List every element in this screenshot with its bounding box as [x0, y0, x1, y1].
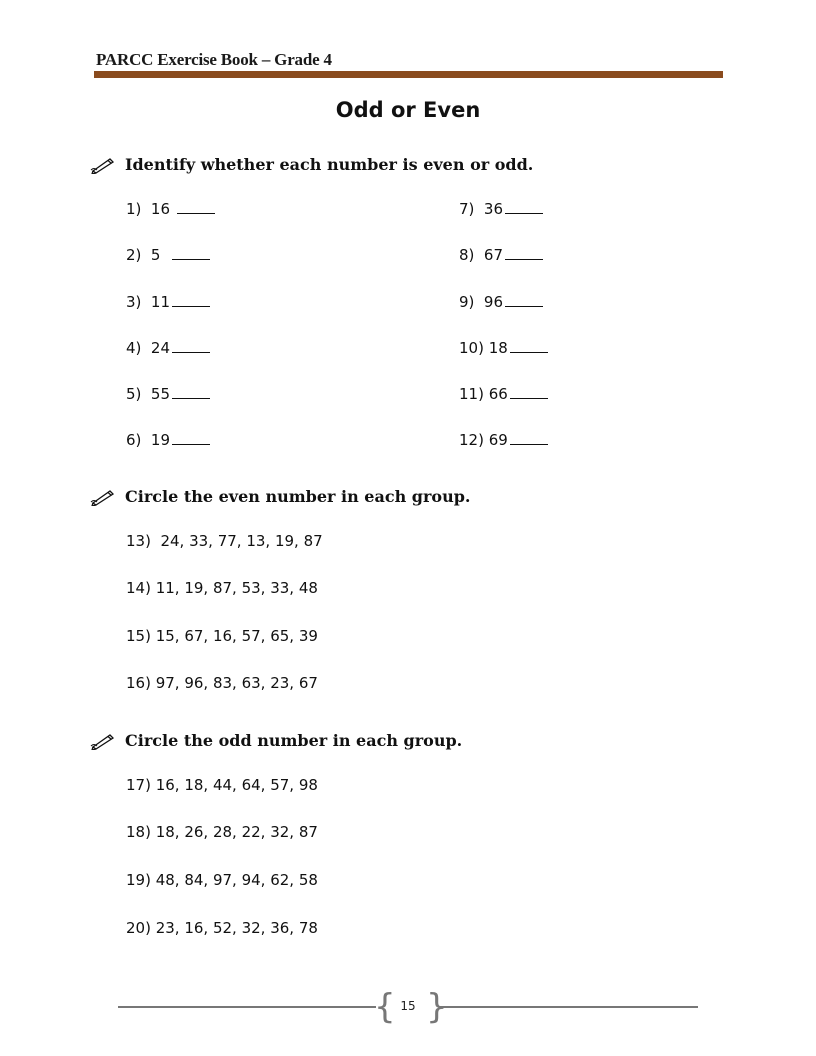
answer-blank[interactable]	[505, 247, 543, 260]
book-title: PARCC Exercise Book – Grade 4	[96, 50, 332, 69]
header-rule	[94, 71, 723, 78]
list-item: 10) 18	[459, 339, 548, 357]
pencil-icon	[90, 488, 116, 506]
list-item: 7) 36	[459, 200, 543, 218]
list-item: 3) 11	[126, 293, 210, 311]
instruction-circle-odd	[90, 731, 462, 750]
instruction-text: Circle the odd number in each group.	[125, 731, 463, 750]
list-item: 6) 19	[126, 431, 210, 449]
answer-blank[interactable]	[172, 432, 210, 445]
pencil-icon	[90, 156, 116, 174]
list-item: 20) 23, 16, 52, 32, 36, 78	[126, 919, 318, 937]
list-item: 13) 24, 33, 77, 13, 19, 87	[126, 532, 323, 550]
answer-blank[interactable]	[505, 294, 543, 307]
list-item: 14) 11, 19, 87, 53, 33, 48	[126, 579, 318, 597]
list-item: 11) 66	[459, 385, 548, 403]
answer-blank[interactable]	[510, 340, 548, 353]
instruction-text: Circle the even number in each group.	[125, 487, 471, 506]
list-item: 12) 69	[459, 431, 548, 449]
list-item: 9) 96	[459, 293, 543, 311]
list-item: 4) 24	[126, 339, 210, 357]
answer-blank[interactable]	[172, 247, 210, 260]
footer-bracket-left: {	[374, 987, 396, 1027]
list-item: 8) 67	[459, 246, 543, 264]
list-item: 15) 15, 67, 16, 57, 65, 39	[126, 627, 318, 645]
list-item: 17) 16, 18, 44, 64, 57, 98	[126, 776, 318, 794]
list-item: 16) 97, 96, 83, 63, 23, 67	[126, 674, 318, 692]
list-item: 19) 48, 84, 97, 94, 62, 58	[126, 871, 318, 889]
answer-blank[interactable]	[505, 201, 543, 214]
list-item: 2) 5	[126, 246, 210, 264]
instruction-identify	[90, 155, 533, 174]
answer-blank[interactable]	[510, 386, 548, 399]
instruction-text: Identify whether each number is even or odd.	[125, 155, 534, 174]
instruction-circle-even	[90, 487, 470, 506]
answer-blank[interactable]	[510, 432, 548, 445]
answer-blank[interactable]	[172, 386, 210, 399]
answer-blank[interactable]	[172, 294, 210, 307]
pencil-icon	[90, 732, 116, 750]
answer-blank[interactable]	[177, 201, 215, 214]
list-item: 1) 16	[126, 200, 215, 218]
answer-blank[interactable]	[172, 340, 210, 353]
footer-bracket-right: }	[426, 987, 448, 1027]
list-item: 5) 55	[126, 385, 210, 403]
page-number: 15	[400, 999, 416, 1013]
page-title: Odd or Even	[335, 98, 481, 122]
list-item: 18) 18, 26, 28, 22, 32, 87	[126, 823, 318, 841]
